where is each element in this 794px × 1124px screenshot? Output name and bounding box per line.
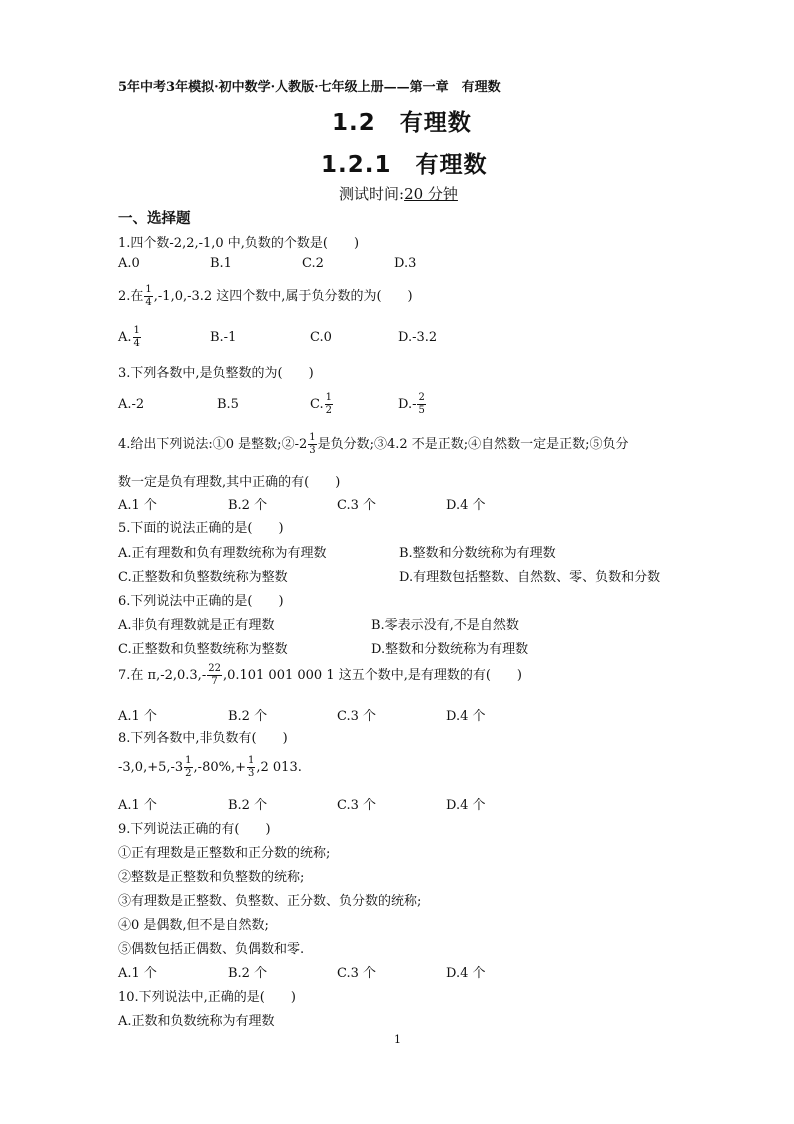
q4-option-b: B.2 个 (228, 498, 268, 513)
q9-option-a: A.1 个 (118, 966, 157, 981)
q8-numbers-mid: ,-80%,+ (193, 760, 246, 775)
q3-option-c (310, 393, 334, 416)
q2-frac-den: 4 (145, 297, 152, 308)
section-heading-choice: 一、选择题 (118, 211, 191, 227)
q6-option-b: B.零表示没有,不是自然数 (371, 618, 519, 633)
q7-option-d: D.4 个 (446, 709, 486, 724)
q4-option-d: D.4 个 (446, 498, 486, 513)
q3-d-prefix: D.- (398, 397, 417, 412)
question-10: 10.下列说法中,正确的是( ) (118, 990, 296, 1005)
q7-fraction (207, 664, 222, 687)
q4-frac-den: 3 (309, 445, 316, 456)
q8-option-d: D.4 个 (446, 798, 486, 813)
q3-d-fraction (417, 393, 425, 416)
page-number: 1 (394, 1033, 401, 1046)
test-time-label: 测试时间: (339, 185, 405, 203)
q5-option-c: C.正整数和负整数统称为整数 (118, 570, 288, 585)
q7-option-b: B.2 个 (228, 709, 268, 724)
q3-option-d (398, 393, 427, 416)
q2-a-fraction (133, 326, 141, 349)
q4-option-a: A.1 个 (118, 498, 157, 513)
q1-option-b: B.1 (210, 256, 232, 271)
q3-d-num: 2 (418, 392, 425, 403)
q6-option-d: D.整数和分数统称为有理数 (371, 642, 529, 657)
test-time (339, 183, 458, 204)
question-5: 5.下面的说法正确的是( ) (118, 521, 284, 536)
q8-f1-num: 1 (185, 755, 192, 766)
q2-frac-num: 1 (145, 284, 152, 295)
question-1: 1.四个数-2,2,-1,0 中,负数的个数是( ) (118, 236, 360, 251)
q4-fraction (308, 433, 316, 456)
q6-option-a: A.非负有理数就是正有理数 (118, 618, 275, 633)
test-time-value: 20 分钟 (404, 185, 458, 203)
q4-frac-num: 1 (309, 432, 316, 443)
q7-text-pre: 7.在 π,-2,0.3,- (118, 668, 207, 683)
q9-statement-3: ③有理数是正整数、负整数、正分数、负分数的统称; (118, 894, 422, 909)
q4-option-c: C.3 个 (337, 498, 377, 513)
q3-option-b: B.5 (217, 397, 239, 412)
q9-option-b: B.2 个 (228, 966, 268, 981)
running-header: 5年中考3年模拟·初中数学·人教版·七年级上册——第一章 有理数 (118, 80, 501, 95)
q7-frac-num: 22 (208, 663, 221, 674)
question-8: 8.下列各数中,非负数有( ) (118, 731, 288, 746)
q3-option-a: A.-2 (118, 397, 145, 412)
q7-option-a: A.1 个 (118, 709, 157, 724)
q1-option-d: D.3 (394, 256, 417, 271)
q9-option-c: C.3 个 (337, 966, 377, 981)
q8-numbers-post: ,2 013. (256, 760, 302, 775)
question-6: 6.下列说法中正确的是( ) (118, 594, 284, 609)
q9-statement-5: ⑤偶数包括正偶数、负偶数和零. (118, 942, 305, 957)
q5-option-b: B.整数和分数统称为有理数 (399, 546, 556, 561)
q2-fraction (144, 285, 152, 308)
q7-text-post: ,0.101 001 000 1 这五个数中,是有理数的有( ) (222, 668, 523, 683)
q2-option-d: D.-3.2 (398, 330, 438, 345)
q7-frac-den: 7 (211, 676, 218, 687)
q3-c-prefix: C. (310, 397, 324, 412)
q2-a-prefix: A. (118, 330, 132, 345)
q8-option-c: C.3 个 (337, 798, 377, 813)
question-2 (118, 285, 413, 308)
section-title: 1.2 有理数 (332, 110, 472, 136)
q8-fraction-2 (247, 756, 255, 779)
q3-d-den: 5 (418, 405, 425, 416)
question-9: 9.下列说法正确的有( ) (118, 822, 271, 837)
q2-text-pre: 2.在 (118, 289, 144, 304)
q5-option-d: D.有理数包括整数、自然数、零、负数和分数 (399, 570, 661, 585)
q2-text-post: ,-1,0,-3.2 这四个数中,属于负分数的为( ) (153, 289, 413, 304)
q7-option-c: C.3 个 (337, 709, 377, 724)
q8-numbers-pre: -3,0,+5,-3 (118, 760, 184, 775)
q8-number-list (118, 756, 302, 779)
question-4 (118, 433, 629, 456)
q8-f2-num: 1 (248, 755, 255, 766)
question-3: 3.下列各数中,是负整数的为( ) (118, 366, 314, 381)
q2-option-c: C.0 (310, 330, 332, 345)
q9-statement-2: ②整数是正整数和负整数的统称; (118, 870, 305, 885)
q2-a-num: 1 (133, 325, 140, 336)
question-7 (118, 664, 522, 687)
q3-c-num: 1 (325, 392, 332, 403)
q3-c-fraction (325, 393, 333, 416)
q9-option-d: D.4 个 (446, 966, 486, 981)
q8-fraction-1 (184, 756, 192, 779)
q9-statement-4: ④0 是偶数,但不是自然数; (118, 918, 269, 933)
q4-text-pre: 4.给出下列说法:①0 是整数;②-2 (118, 437, 308, 452)
q2-option-b: B.-1 (210, 330, 237, 345)
q2-a-den: 4 (133, 338, 140, 349)
q8-option-b: B.2 个 (228, 798, 268, 813)
subsection-title: 1.2.1 有理数 (321, 152, 488, 178)
q1-option-a: A.0 (118, 256, 140, 271)
q6-option-c: C.正整数和负整数统称为整数 (118, 642, 288, 657)
q1-option-c: C.2 (302, 256, 324, 271)
q9-statement-1: ①正有理数是正整数和正分数的统称; (118, 846, 331, 861)
question-4-line-2: 数一定是负有理数,其中正确的有( ) (118, 475, 341, 490)
q8-f1-den: 2 (185, 768, 192, 779)
q10-option-a: A.正数和负数统称为有理数 (118, 1014, 275, 1029)
q5-option-a: A.正有理数和负有理数统称为有理数 (118, 546, 327, 561)
q3-c-den: 2 (325, 405, 332, 416)
q8-option-a: A.1 个 (118, 798, 157, 813)
q8-f2-den: 3 (248, 768, 255, 779)
q4-text-post: 是负分数;③4.2 不是正数;④自然数一定是正数;⑤负分 (317, 437, 629, 452)
q2-option-a (118, 326, 142, 349)
